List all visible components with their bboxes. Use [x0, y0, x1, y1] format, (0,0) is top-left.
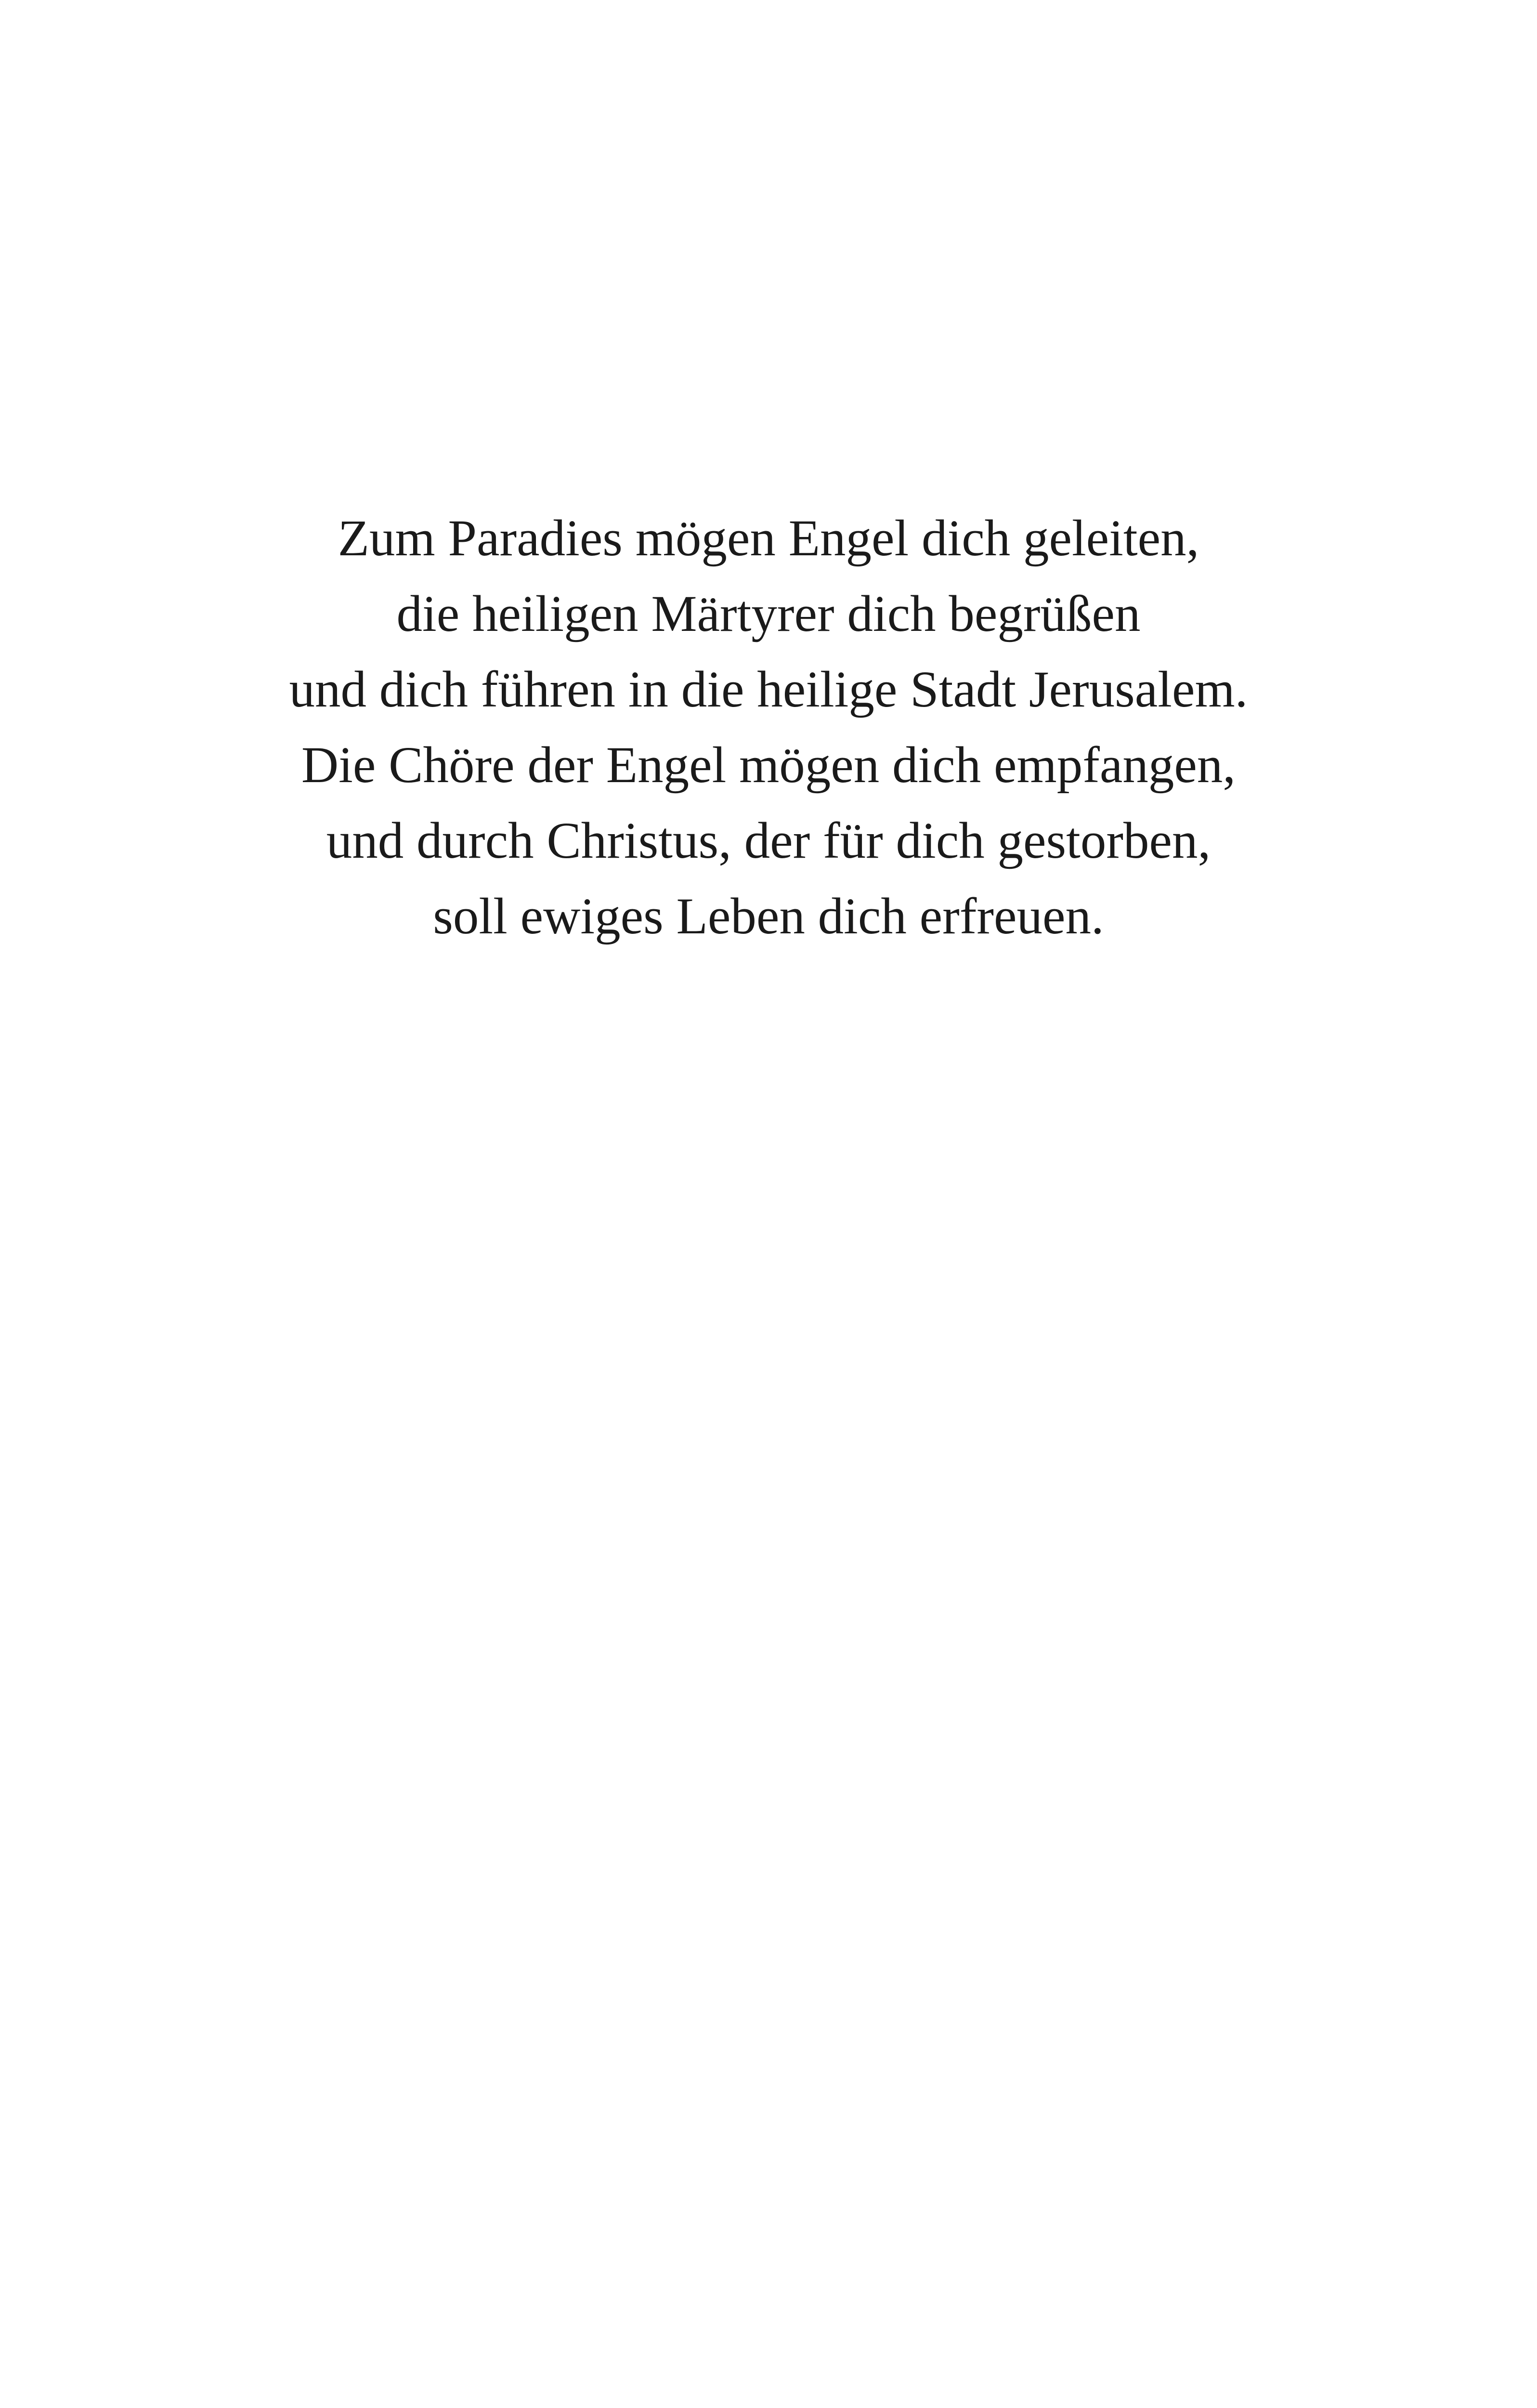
verse-line-5: und durch Christus, der für dich gestorben,: [326, 812, 1211, 869]
verse-line-6: soll ewiges Leben dich erfreuen.: [433, 888, 1104, 945]
verse-line-1: Zum Paradies mögen Engel dich geleiten,: [338, 510, 1199, 567]
prayer-verse: [0, 501, 1537, 955]
verse-line-2: die heiligen Märtyrer dich begrüßen: [396, 586, 1141, 642]
verse-line-4: Die Chöre der Engel mögen dich empfangen,: [301, 737, 1236, 794]
verse-line-3: und dich führen in die heilige Stadt Jerusalem.: [289, 661, 1248, 718]
